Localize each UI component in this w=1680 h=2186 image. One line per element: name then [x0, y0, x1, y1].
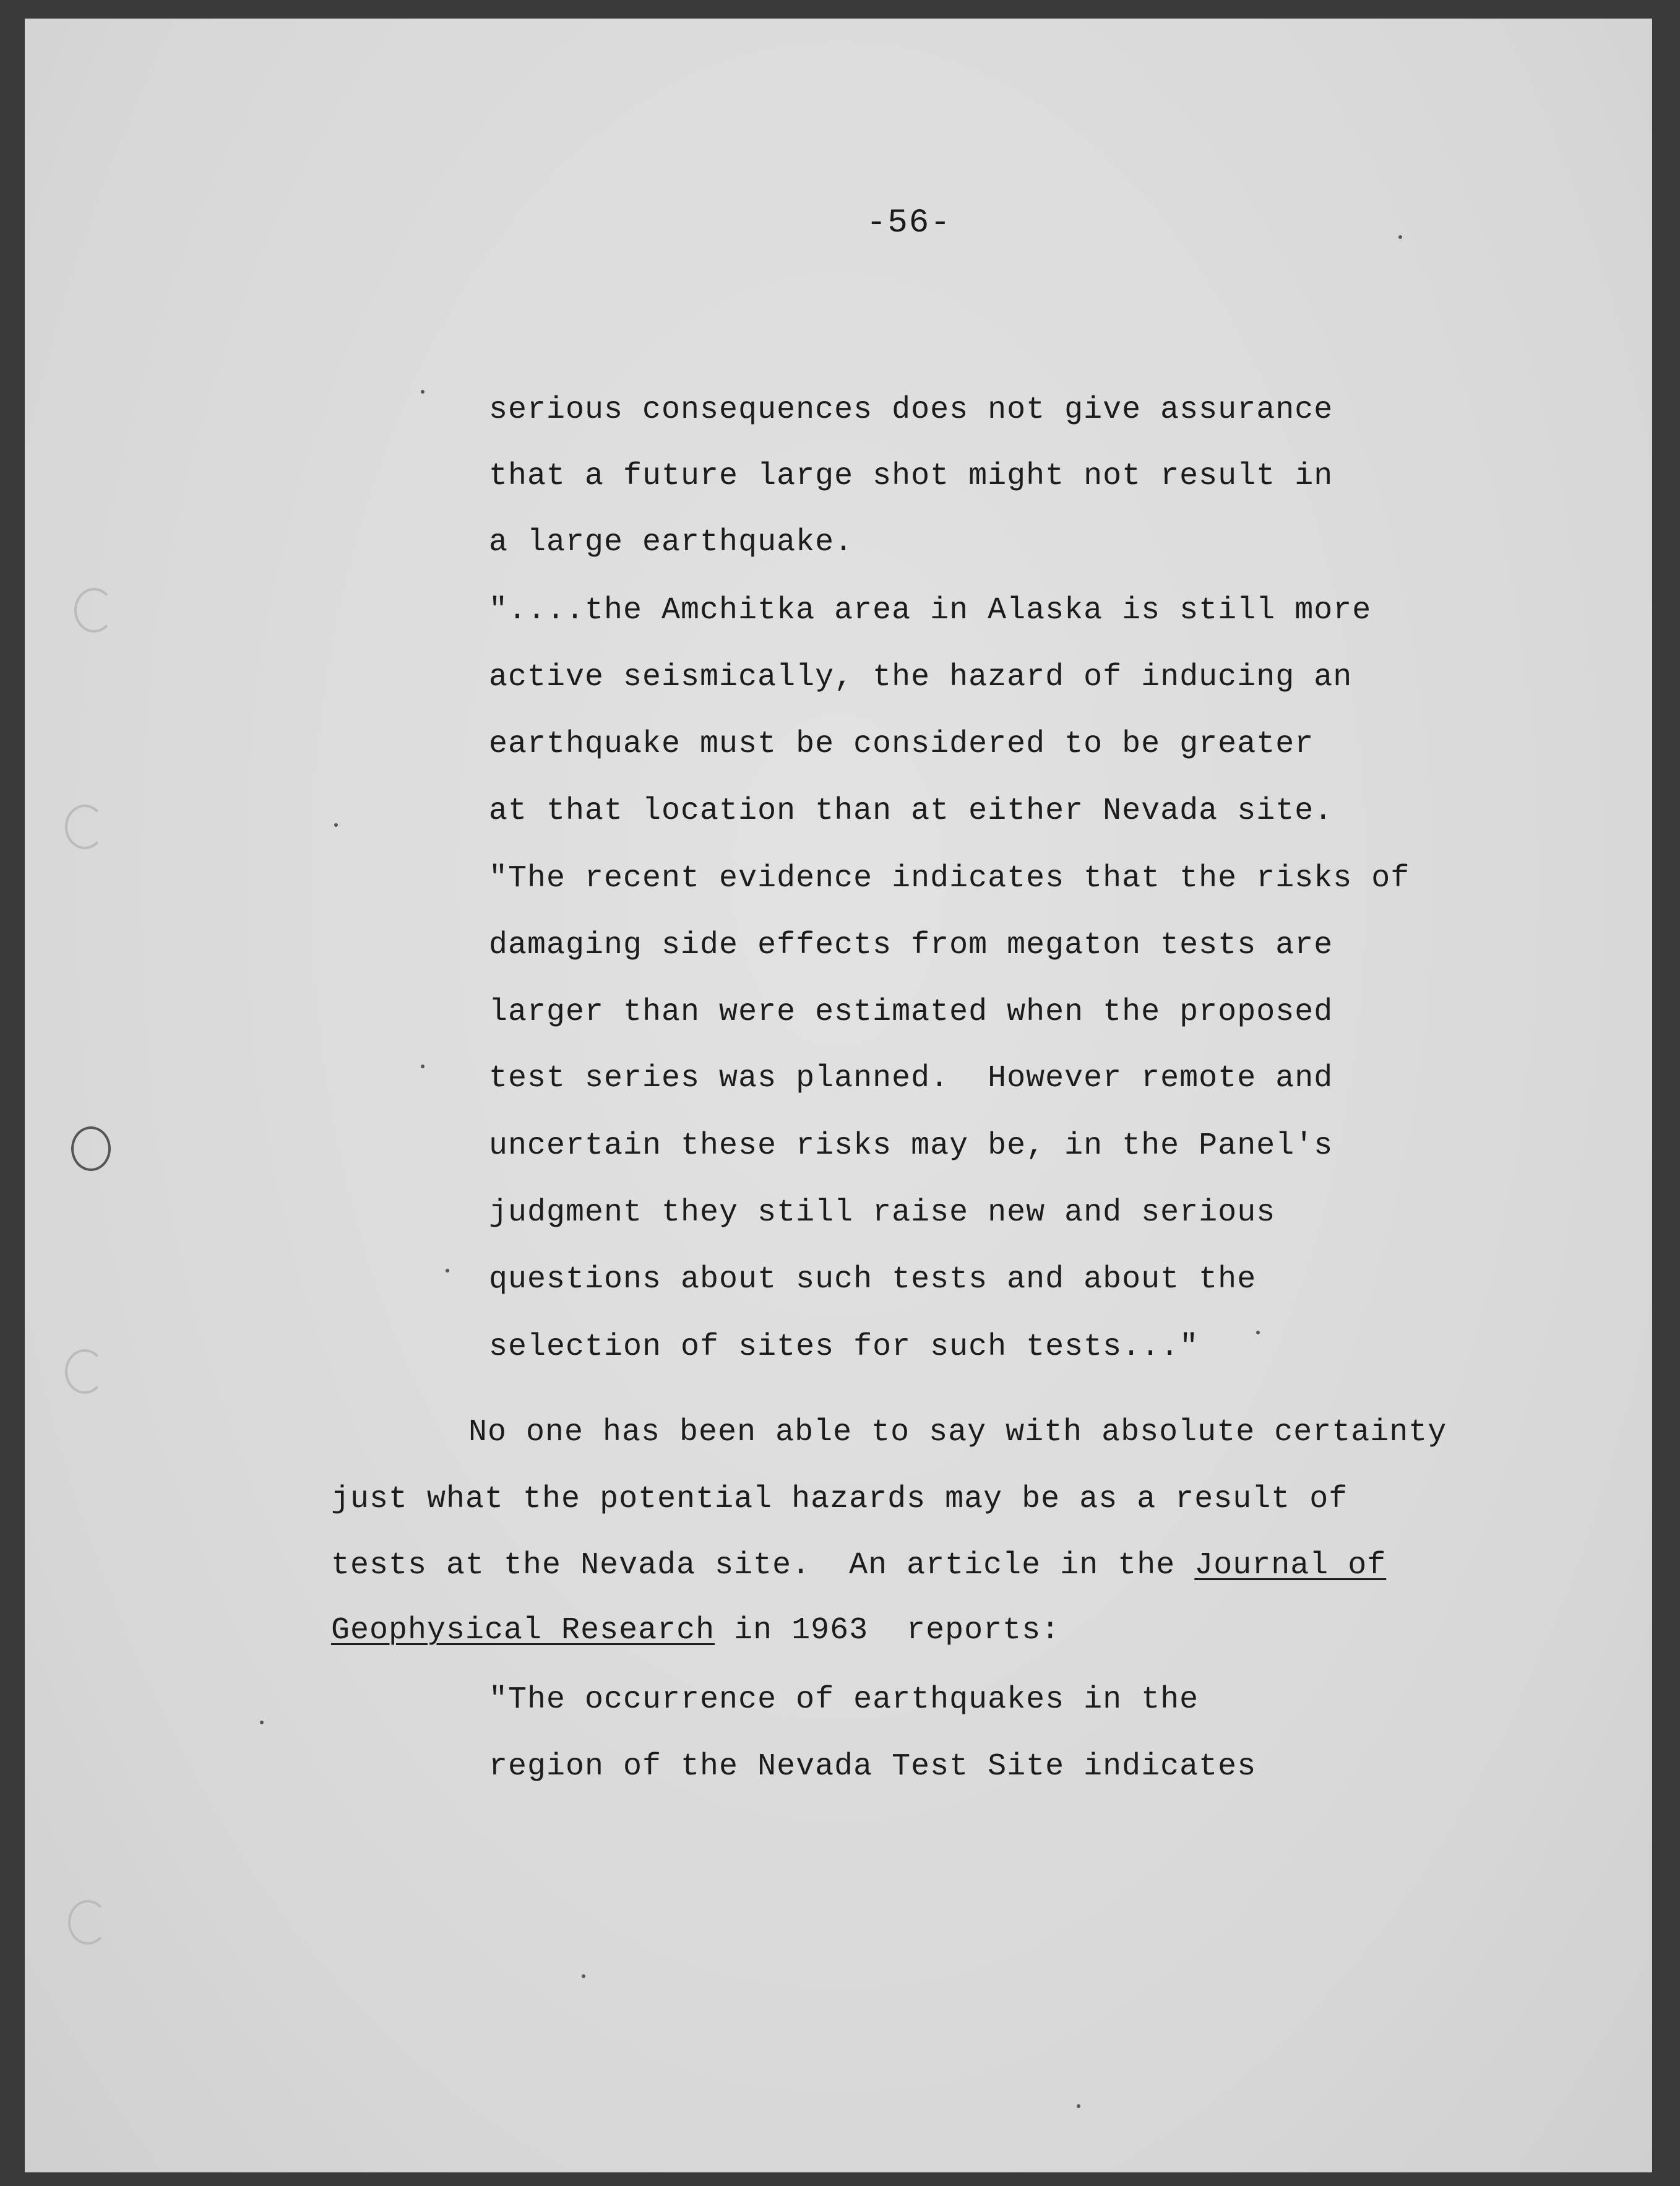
- body-text: in 1963 reports:: [715, 1613, 1061, 1648]
- quote-line: selection of sites for such tests...": [489, 1329, 1199, 1365]
- page-number: -56-: [866, 204, 952, 242]
- quote-line: uncertain these risks may be, in the Panel's: [489, 1128, 1333, 1164]
- body-line: [331, 1550, 1386, 1581]
- quote-line: questions about such tests and about the: [489, 1262, 1257, 1297]
- binder-hole: [71, 1126, 111, 1171]
- scan-speck: [421, 1065, 424, 1068]
- quote-line: region of the Nevada Test Site indicates: [489, 1749, 1257, 1784]
- journal-title: Journal of: [1194, 1548, 1387, 1583]
- scan-speck: [1398, 235, 1402, 239]
- scan-speck: [260, 1721, 264, 1724]
- scan-speck: [1077, 2104, 1080, 2108]
- quote-line: serious consequences does not give assurance: [489, 392, 1333, 428]
- body-line: just what the potential hazards may be as a result of: [331, 1482, 1348, 1517]
- body-text: tests at the Nevada site. An article in the: [331, 1548, 1195, 1583]
- quote-line: "....the Amchitka area in Alaska is still more: [489, 593, 1372, 628]
- quote-line: larger than were estimated when the proposed: [489, 995, 1333, 1030]
- quote-line: judgment they still raise new and serious: [489, 1195, 1276, 1230]
- scan-speck: [1256, 1331, 1260, 1334]
- binder-hole: [65, 1349, 105, 1394]
- scan-speck: [582, 1974, 585, 1978]
- binder-hole: [65, 805, 105, 849]
- quote-line: that a future large shot might not result in: [489, 459, 1333, 494]
- binder-hole: [74, 588, 114, 633]
- quote-line: "The recent evidence indicates that the risks of: [489, 861, 1410, 896]
- quote-line: test series was planned. However remote and: [489, 1061, 1333, 1096]
- quote-line: damaging side effects from megaton tests are: [489, 928, 1333, 963]
- body-line: [331, 1615, 1060, 1646]
- quote-line: active seismically, the hazard of inducing an: [489, 660, 1353, 695]
- scan-speck: [446, 1269, 449, 1272]
- binder-hole: [68, 1900, 108, 1945]
- quote-line: at that location than at either Nevada site.: [489, 793, 1333, 829]
- quote-line: earthquake must be considered to be greater: [489, 727, 1314, 762]
- quote-line: a large earthquake.: [489, 525, 854, 560]
- journal-title: Geophysical Research: [331, 1613, 715, 1648]
- quote-line: "The occurrence of earthquakes in the: [489, 1682, 1199, 1717]
- body-line: No one has been able to say with absolute certainty: [468, 1415, 1447, 1450]
- scan-speck: [334, 823, 338, 827]
- scan-speck: [421, 390, 424, 394]
